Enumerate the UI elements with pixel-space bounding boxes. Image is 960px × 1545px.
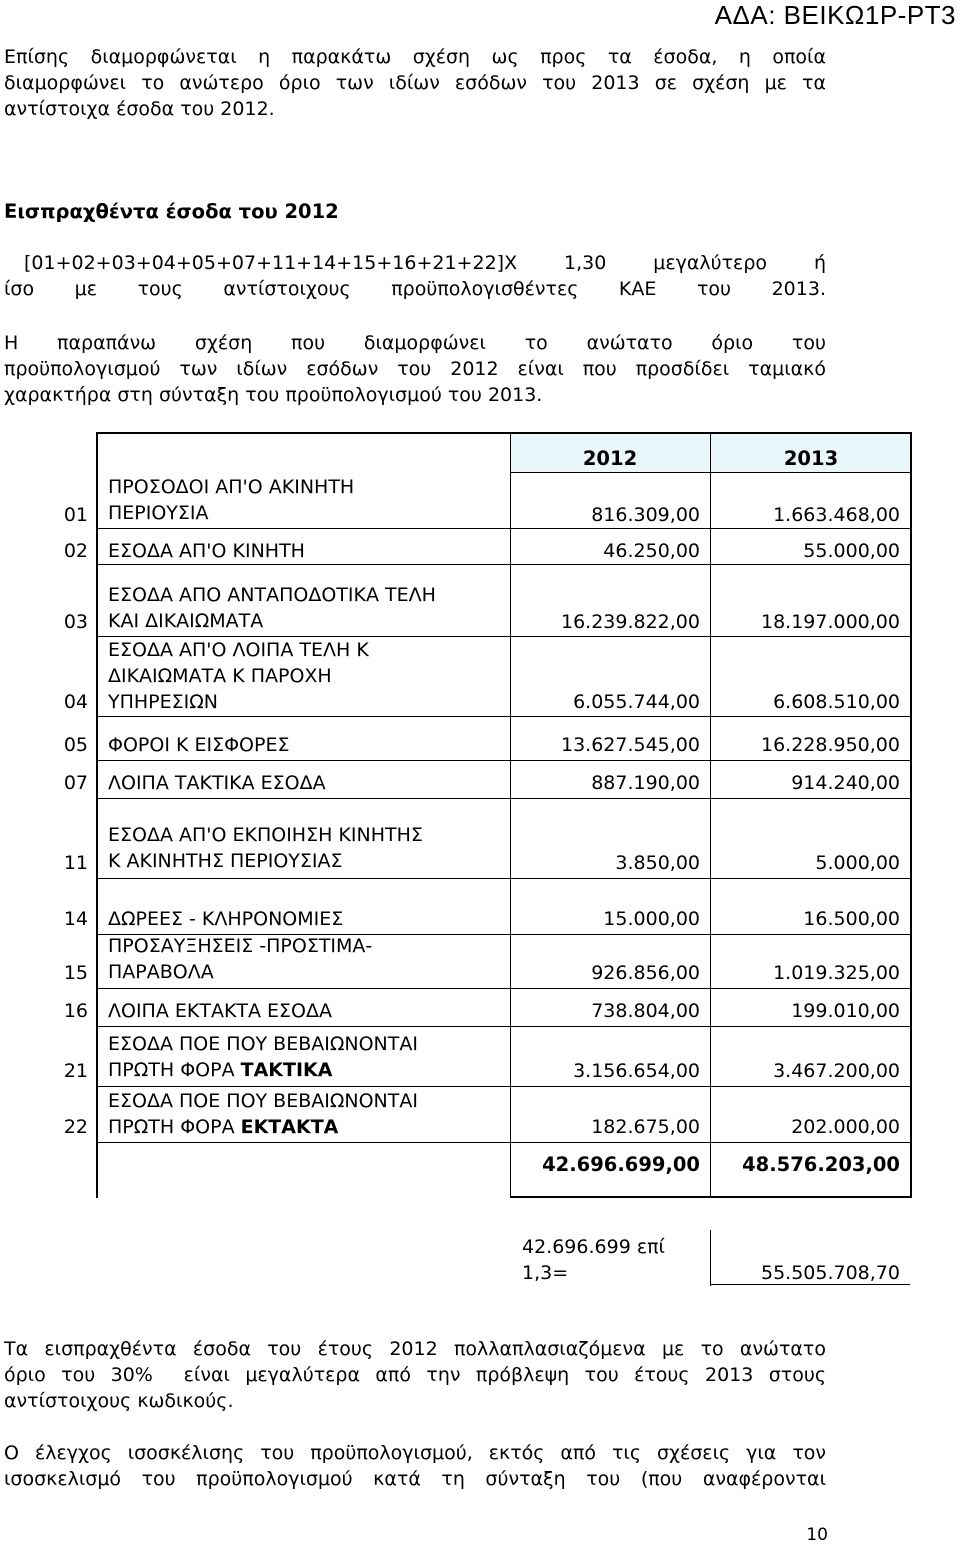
section-heading: Εισπραχθέντα έσοδα του 2012	[4, 200, 339, 223]
table-border	[96, 432, 98, 1198]
value-2013: 16.500,00	[803, 908, 900, 930]
multiplication-label: 1,3=	[522, 1262, 569, 1284]
multiplication-result: 55.505.708,70	[760, 1262, 900, 1284]
multiplication-label: 42.696.699 επί	[522, 1236, 665, 1258]
table-border	[96, 1086, 912, 1087]
row-label: ΠΑΡΑΒΟΛΑ	[108, 961, 214, 983]
row-label: ΕΣΟΔΑ ΑΠΟ ΑΝΤΑΠΟΔΟΤΙΚΑ ΤΕΛΗ	[108, 584, 436, 606]
table-border	[510, 472, 912, 473]
value-2013: 18.197.000,00	[760, 611, 900, 633]
year-2013-header: 2013	[783, 447, 839, 470]
table-border	[710, 1230, 711, 1286]
row-label: ΦΟΡΟΙ Κ ΕΙΣΦΟΡΕΣ	[108, 734, 290, 756]
intro-line: Επίσης διαμορφώνεται η παρακάτω σχέση ως προς τα έσοδα, η οποία	[4, 46, 826, 68]
row-label: Κ ΑΚΙΝΗΤΗΣ ΠΕΡΙΟΥΣΙΑΣ	[108, 850, 343, 872]
closing-line: ισοσκελισμό του προϋπολογισμού κατά τη σύνταξη του (που αναφέρονται	[4, 1468, 826, 1490]
value-2012: 182.675,00	[591, 1116, 700, 1138]
row-code: 01	[63, 504, 88, 526]
value-2012: 6.055.744,00	[573, 691, 700, 713]
row-label-text: ΠΡΩΤΗ ΦΟΡΑ	[108, 1059, 241, 1081]
table-border	[96, 716, 912, 717]
row-label: ΕΣΟΔΑ ΠΟΕ ΠΟΥ ΒΕΒΑΙΩΝΟΝΤΑΙ	[108, 1033, 418, 1055]
table-border	[710, 432, 711, 1198]
row-label: ΠΡΟΣΑΥΞΗΣΕΙΣ -ΠΡΟΣΤΙΜΑ-	[108, 935, 373, 957]
table-border	[96, 564, 912, 565]
row-code: 05	[63, 734, 88, 756]
value-2012: 15.000,00	[603, 908, 700, 930]
conclusion-line: όριο του 30% είναι μεγαλύτερα από την πρόβλεψη του έτους 2013 στους	[4, 1364, 826, 1386]
formula-line: [01+02+03+04+05+07+11+14+15+16+21+22]Χ 1,30 μεγαλύτερο ή	[24, 252, 826, 274]
page-number: 10	[806, 1525, 828, 1545]
row-label: ΛΟΙΠΑ ΕΚΤΑΚΤΑ ΕΣΟΔΑ	[108, 1000, 333, 1022]
row-label: ΥΠΗΡΕΣΙΩΝ	[108, 691, 218, 713]
value-2013: 914.240,00	[791, 772, 900, 794]
row-code: 16	[63, 1000, 88, 1022]
value-2012: 887.190,00	[591, 772, 700, 794]
row-label: ΕΣΟΔΑ ΑΠ'Ο ΚΙΝΗΤΗ	[108, 540, 305, 562]
row-label	[108, 1057, 332, 1083]
row-label: ΕΣΟΔΑ ΑΠ'Ο ΛΟΙΠΑ ΤΕΛΗ Κ	[108, 639, 369, 661]
row-code: 11	[63, 852, 88, 874]
table-border	[96, 528, 912, 529]
value-2013: 1.019.325,00	[773, 962, 900, 984]
row-label	[108, 1114, 338, 1140]
value-2012: 816.309,00	[591, 504, 700, 526]
value-2012: 926.856,00	[591, 962, 700, 984]
row-label: ΠΡΟΣΟΔΟΙ ΑΠ'Ο ΑΚΙΝΗΤΗ	[108, 476, 355, 498]
conclusion-line: αντίστοιχους κωδικούς.	[4, 1390, 234, 1412]
value-2013: 6.608.510,00	[773, 691, 900, 713]
row-label: ΔΩΡΕΕΣ - ΚΛΗΡΟΝΟΜΙΕΣ	[108, 908, 344, 930]
row-label: ΛΟΙΠΑ ΤΑΚΤΙΚΑ ΕΣΟΔΑ	[108, 772, 326, 794]
explanation-paragraph	[4, 330, 826, 408]
row-code: 03	[63, 611, 88, 633]
explanation-line: Η παραπάνω σχέση που διαμορφώνει το ανώτατο όριο του	[4, 332, 826, 354]
value-2012: 3.156.654,00	[573, 1060, 700, 1082]
table-border	[96, 1142, 912, 1143]
row-label: ΕΣΟΔΑ ΠΟΕ ΠΟΥ ΒΕΒΑΙΩΝΟΝΤΑΙ	[108, 1090, 418, 1112]
value-2013: 55.000,00	[803, 540, 900, 562]
table-border	[96, 760, 912, 761]
table-border	[96, 988, 912, 989]
value-2013: 202.000,00	[791, 1116, 900, 1138]
value-2013: 5.000,00	[815, 852, 900, 874]
explanation-line: προϋπολογισμού των ιδίων εσόδων του 2012 είναι που προσδίδει ταμιακό	[4, 358, 826, 380]
row-label: ΕΣΟΔΑ ΑΠ'Ο ΕΚΠΟΙΗΣΗ ΚΙΝΗΤΗΣ	[108, 824, 423, 846]
conclusion-paragraph	[4, 1336, 826, 1414]
intro-line: αντίστοιχα έσοδα του 2012.	[4, 98, 275, 120]
row-label: ΔΙΚΑΙΩΜΑΤΑ Κ ΠΑΡΟΧΗ	[108, 665, 332, 687]
row-code: 21	[63, 1060, 88, 1082]
row-code: 07	[63, 772, 88, 794]
formula-paragraph	[4, 250, 826, 302]
row-label: ΠΕΡΙΟΥΣΙΑ	[108, 502, 209, 524]
value-2012: 13.627.545,00	[560, 734, 700, 756]
row-code: 15	[63, 962, 88, 984]
formula-line: ίσο με τους αντίστοιχους προϋπολογισθέντες ΚΑΕ του 2013.	[4, 278, 826, 300]
conclusion-line: Τα εισπραχθέντα έσοδα του έτους 2012 πολλαπλασιαζόμενα με το ανώτατο	[4, 1338, 826, 1360]
row-label-emphasis: ΕΚΤΑΚΤΑ	[240, 1116, 339, 1138]
intro-paragraph	[4, 44, 826, 122]
document-code: ΑΔΑ: ΒΕΙΚΩ1Ρ-ΡΤ3	[714, 0, 956, 30]
table-border	[910, 432, 912, 1198]
closing-line: Ο έλεγχος ισοσκέλισης του προϋπολογισμού, εκτός από τις σχέσεις για τον	[4, 1442, 826, 1464]
closing-paragraph	[4, 1440, 826, 1492]
value-2013: 3.467.200,00	[773, 1060, 900, 1082]
value-2012: 3.850,00	[615, 852, 700, 874]
table-border	[510, 1196, 912, 1198]
row-label: ΚΑΙ ΔΙΚΑΙΩΜΑΤΑ	[108, 610, 264, 632]
table-border	[96, 798, 912, 799]
row-code: 02	[63, 540, 88, 562]
year-2012-header: 2012	[582, 447, 638, 470]
value-2012: 46.250,00	[603, 540, 700, 562]
intro-line: διαμορφώνει το ανώτερο όριο των ιδίων εσόδων του 2013 σε σχέση με τα	[4, 72, 826, 94]
value-2012: 16.239.822,00	[560, 611, 700, 633]
explanation-line: χαρακτήρα στη σύνταξη του προϋπολογισμού του 2013.	[4, 384, 543, 406]
row-code: 04	[63, 691, 88, 713]
value-2012: 738.804,00	[591, 1000, 700, 1022]
row-code: 22	[63, 1116, 88, 1138]
value-2013: 1.663.468,00	[773, 504, 900, 526]
row-label-emphasis: ΤΑΚΤΙΚΑ	[240, 1059, 333, 1081]
total-2012: 42.696.699,00	[542, 1153, 700, 1176]
value-2013: 16.228.950,00	[760, 734, 900, 756]
total-2013: 48.576.203,00	[742, 1153, 900, 1176]
value-2013: 199.010,00	[791, 1000, 900, 1022]
row-code: 14	[63, 908, 88, 930]
table-border	[96, 1026, 912, 1027]
row-label-text: ΠΡΩΤΗ ΦΟΡΑ	[108, 1116, 241, 1138]
table-border	[96, 432, 912, 434]
table-border	[96, 878, 912, 879]
